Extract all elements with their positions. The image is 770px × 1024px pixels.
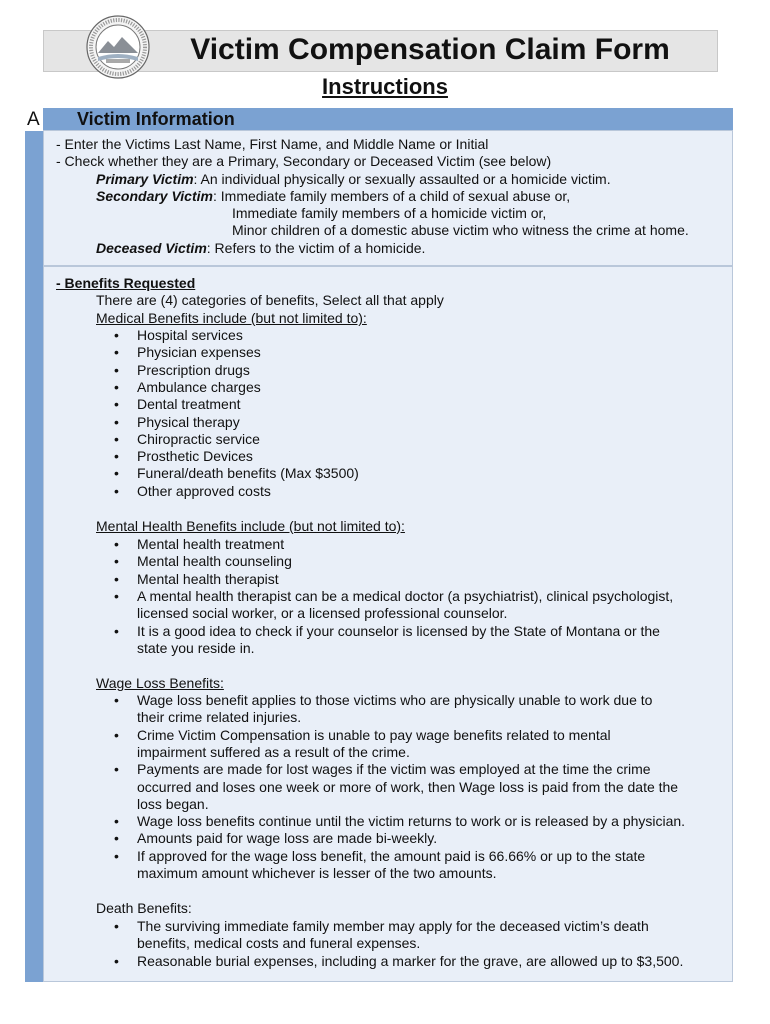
list-item: A mental health therapist can be a medical doctor (a psychiatrist), clinical psychologist, bbox=[137, 587, 674, 604]
list-item: impairment suffered as a result of the crime. bbox=[137, 743, 410, 760]
bullet-marker: • bbox=[114, 587, 119, 604]
section-title: Victim Information bbox=[77, 109, 235, 129]
primary-victim-label: Primary Victim bbox=[96, 171, 194, 187]
list-item: Physician expenses bbox=[137, 344, 261, 361]
bullet-marker: • bbox=[114, 726, 119, 743]
list-item: Prescription drugs bbox=[137, 361, 250, 378]
bullet-marker: • bbox=[114, 847, 119, 864]
bullet-marker: • bbox=[114, 378, 119, 395]
primary-victim-text: : An individual physically or sexually assaulted or a homicide victim. bbox=[193, 171, 611, 187]
bullet-marker: • bbox=[114, 830, 119, 847]
deceased-victim-text: : Refers to the victim of a homicide. bbox=[206, 240, 426, 256]
bullet-marker: • bbox=[114, 327, 119, 343]
list-item: Wage loss benefit applies to those victims who are physically unable to work due to bbox=[137, 692, 653, 708]
mental-health-heading: Mental Health Benefits include (but not limited to): bbox=[96, 518, 405, 534]
bullet-marker: • bbox=[114, 622, 119, 639]
deceased-victim-definition bbox=[96, 240, 425, 257]
list-item: Prosthetic Devices bbox=[137, 448, 253, 465]
bullet-marker: • bbox=[114, 430, 119, 447]
list-item: licensed social worker, or a licensed professional counselor. bbox=[137, 605, 508, 622]
list-item: Mental health counseling bbox=[137, 553, 292, 570]
page-title: Victim Compensation Claim Form bbox=[190, 33, 670, 66]
list-item: Other approved costs bbox=[137, 482, 271, 499]
bullet-marker: • bbox=[114, 692, 119, 708]
bullet-marker: • bbox=[114, 396, 119, 413]
bullet-marker: • bbox=[114, 761, 119, 778]
list-item: Reasonable burial expenses, including a marker for the grave, are allowed up to $3,500. bbox=[137, 952, 684, 969]
list-item: Funeral/death benefits (Max $3500) bbox=[137, 465, 359, 482]
benefits-heading: - Benefits Requested bbox=[56, 275, 196, 291]
secondary-victim-text: Minor children of a domestic abuse victim who witness the crime at home. bbox=[232, 222, 689, 238]
secondary-victim-definition bbox=[96, 188, 570, 205]
list-item: Chiropractic service bbox=[137, 430, 260, 447]
page-subtitle: Instructions bbox=[322, 74, 448, 99]
list-item: Hospital services bbox=[137, 327, 243, 343]
instruction-line: - Enter the Victims Last Name, First Name, and Middle Name or Initial bbox=[56, 136, 489, 152]
list-item: benefits, medical costs and funeral expenses. bbox=[137, 935, 421, 952]
list-item: occurred and loses one week or more of work, then Wage loss is paid from the date the bbox=[137, 778, 679, 795]
list-item: loss began. bbox=[137, 795, 209, 812]
section-side-bar bbox=[25, 131, 43, 982]
secondary-victim-text: Immediate family members of a homicide victim or, bbox=[232, 205, 547, 221]
list-item: Wage loss benefits continue until the victim returns to work or is released by a physician. bbox=[137, 813, 686, 830]
list-item: The surviving immediate family member may apply for the deceased victim’s death bbox=[137, 918, 649, 934]
list-item: maximum amount whichever is lesser of the two amounts. bbox=[137, 865, 497, 881]
bullet-marker: • bbox=[114, 448, 119, 465]
wage-loss-heading: Wage Loss Benefits: bbox=[96, 675, 224, 691]
bullet-marker: • bbox=[114, 918, 119, 934]
medical-benefits-heading: Medical Benefits include (but not limited to): bbox=[96, 310, 367, 326]
bullet-marker: • bbox=[114, 344, 119, 361]
bullet-marker: • bbox=[114, 952, 119, 969]
list-item: Crime Victim Compensation is unable to pay wage benefits related to mental bbox=[137, 726, 611, 743]
secondary-victim-label: Secondary Victim bbox=[96, 188, 213, 204]
death-benefits-heading: Death Benefits: bbox=[96, 900, 192, 916]
bullet-marker: • bbox=[114, 465, 119, 482]
bullet-marker: • bbox=[114, 570, 119, 587]
list-item: Mental health therapist bbox=[137, 570, 279, 587]
benefits-intro: There are (4) categories of benefits, Select all that apply bbox=[96, 292, 444, 308]
list-item: Dental treatment bbox=[137, 396, 241, 413]
bullet-marker: • bbox=[114, 813, 119, 830]
list-item: Mental health treatment bbox=[137, 536, 285, 552]
deceased-victim-label: Deceased Victim bbox=[96, 240, 207, 256]
bullet-marker: • bbox=[114, 536, 119, 552]
bullet-marker: • bbox=[114, 361, 119, 378]
list-item: Amounts paid for wage loss are made bi-weekly. bbox=[137, 830, 438, 847]
section-letter: A bbox=[27, 109, 40, 130]
list-item: Payments are made for lost wages if the victim was employed at the time the crime bbox=[137, 761, 651, 778]
bullet-marker: • bbox=[114, 482, 119, 499]
primary-victim-definition bbox=[96, 171, 611, 188]
list-item: Physical therapy bbox=[137, 413, 240, 430]
list-item: their crime related injuries. bbox=[137, 709, 302, 726]
list-item: If approved for the wage loss benefit, the amount paid is 66.66% or up to the state bbox=[137, 847, 646, 864]
instruction-line: - Check whether they are a Primary, Secondary or Deceased Victim (see below) bbox=[56, 153, 552, 169]
state-seal-logo bbox=[86, 15, 150, 79]
bullet-marker: • bbox=[114, 413, 119, 430]
list-item: Ambulance charges bbox=[137, 378, 261, 395]
list-item: state you reside in. bbox=[137, 639, 255, 656]
bullet-marker: • bbox=[114, 553, 119, 570]
secondary-victim-text: : Immediate family members of a child of sexual abuse or, bbox=[212, 188, 571, 204]
list-item: It is a good idea to check if your counselor is licensed by the State of Montana or the bbox=[137, 622, 660, 639]
